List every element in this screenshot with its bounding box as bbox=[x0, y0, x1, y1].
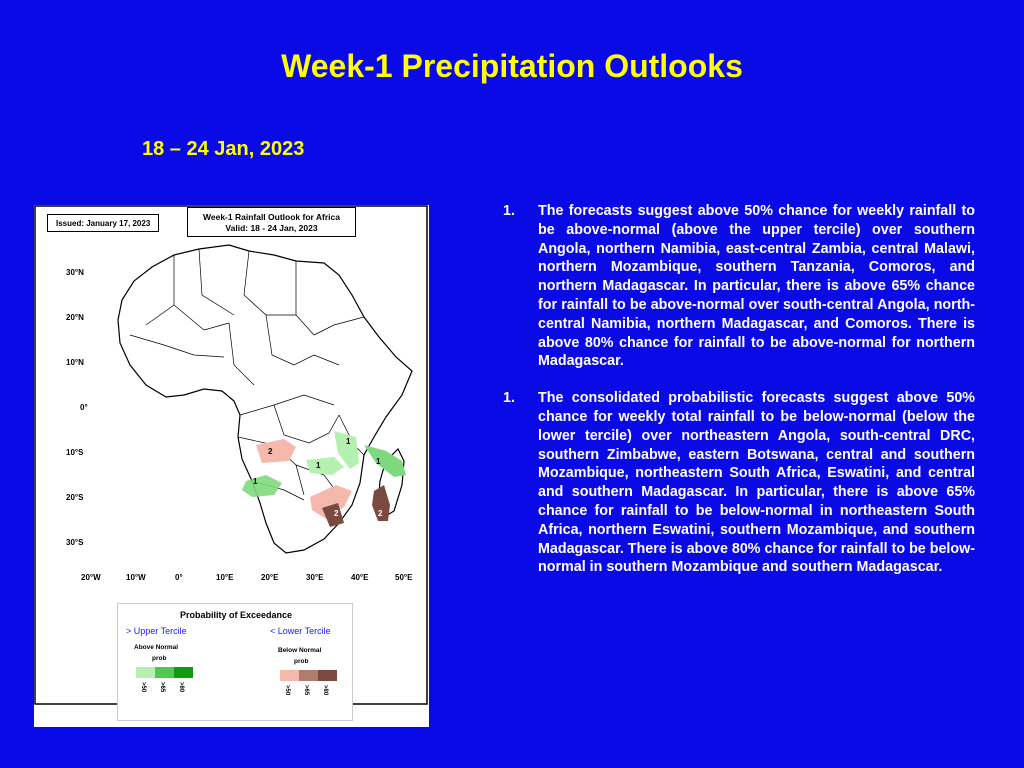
lon-label: 10°W bbox=[126, 573, 146, 582]
date-range: 18 – 24 Jan, 2023 bbox=[142, 138, 305, 160]
lat-label: 0° bbox=[80, 403, 88, 412]
bullet-text: The consolidated probabilistic forecasts suggest above 50% chance for weekly total rainfall to be below-normal (below the lower tercile) over northeastern Angola, south-central DRC, southern Zimbabwe, eastern Botswana, central and southern Mozambique, northeastern South Africa, Eswatini, and central and southern Madagascar. In particular, there is above 65% chance for rainfall to be below-normal in northeastern South Africa, northern Eswatini, southern Mozambique, and southern Madagascar. There is above 80% chance for rainfall to be below-normal in southern Mozambique and southern Madagascar. bbox=[538, 390, 975, 576]
bullet-item bbox=[503, 389, 975, 577]
issued-label: Issued: January 17, 2023 bbox=[47, 214, 159, 232]
legend-value: >80 bbox=[178, 682, 184, 693]
legend-value: >50 bbox=[284, 685, 290, 696]
outlook-map-panel bbox=[34, 205, 429, 727]
lat-label: 30°S bbox=[66, 538, 84, 547]
lat-label: 10°S bbox=[66, 448, 84, 457]
outlook-bullets bbox=[503, 202, 975, 595]
map-title-line1: Week-1 Rainfall Outlook for Africa bbox=[203, 212, 340, 222]
lon-label: 10°E bbox=[216, 573, 234, 582]
legend-value: >65 bbox=[159, 682, 165, 693]
lon-label: 40°E bbox=[351, 573, 369, 582]
region-label: 2 bbox=[268, 447, 273, 456]
lon-label: 30°E bbox=[306, 573, 324, 582]
lon-label: 20°E bbox=[261, 573, 279, 582]
bullet-item bbox=[503, 202, 975, 371]
legend-value: >80 bbox=[322, 685, 328, 696]
africa-outline bbox=[118, 245, 412, 553]
bullet-number: 1. bbox=[503, 390, 515, 407]
legend-swatch-below-50 bbox=[280, 670, 299, 681]
lat-label: 10°N bbox=[66, 358, 84, 367]
page-title: Week-1 Precipitation Outlooks bbox=[281, 48, 743, 84]
lat-label: 20°N bbox=[66, 313, 84, 322]
region-label: 1 bbox=[346, 437, 351, 446]
region-label: 1 bbox=[253, 477, 258, 486]
region-label: 2 bbox=[334, 509, 339, 518]
legend-lower-tercile: < Lower Tercile bbox=[270, 626, 331, 636]
legend-swatch-above-65 bbox=[155, 667, 174, 678]
region-label: 1 bbox=[376, 457, 381, 466]
lon-label: 0° bbox=[175, 573, 183, 582]
legend-above-normal: Above Normal bbox=[134, 644, 179, 651]
probability-legend bbox=[117, 603, 353, 721]
region-label: 1 bbox=[316, 461, 321, 470]
lat-label: 20°S bbox=[66, 493, 84, 502]
legend-swatch-above-50 bbox=[136, 667, 155, 678]
legend-below-prob: prob bbox=[294, 658, 309, 665]
legend-swatch-below-80 bbox=[318, 670, 337, 681]
legend-swatch-below-65 bbox=[299, 670, 318, 681]
legend-below-normal: Below Normal bbox=[278, 647, 322, 654]
lon-label: 20°W bbox=[81, 573, 101, 582]
bullet-number: 1. bbox=[503, 203, 515, 219]
lon-label: 50°E bbox=[395, 573, 413, 582]
legend-swatch-above-80 bbox=[174, 667, 193, 678]
legend-above-prob: prob bbox=[152, 655, 167, 662]
legend-value: >65 bbox=[303, 685, 309, 696]
map-title-line2: Valid: 18 - 24 Jan, 2023 bbox=[225, 223, 318, 233]
lat-label: 30°N bbox=[66, 268, 84, 277]
legend-title: Probability of Exceedance bbox=[179, 610, 293, 620]
legend-upper-tercile: > Upper Tercile bbox=[126, 626, 187, 636]
bullet-text: The forecasts suggest above 50% chance for weekly rainfall to be above-normal (above the upper tercile) over southern Angola, northern Namibia, east-central Zambia, central Malawi, northern Mozambique, southern Tanzania, Comoros, and northern Madagascar. In particular, there is above 65% chance for rainfall to be above-normal over south-central Angola, north-central Namibia, northern Madagascar, and Comoros. There is above 80% chance for rainfall to be above-normal for northern Madagascar. bbox=[538, 203, 975, 370]
legend-value: >50 bbox=[140, 682, 146, 693]
region-label: 2 bbox=[378, 509, 383, 518]
map-title bbox=[187, 207, 356, 237]
